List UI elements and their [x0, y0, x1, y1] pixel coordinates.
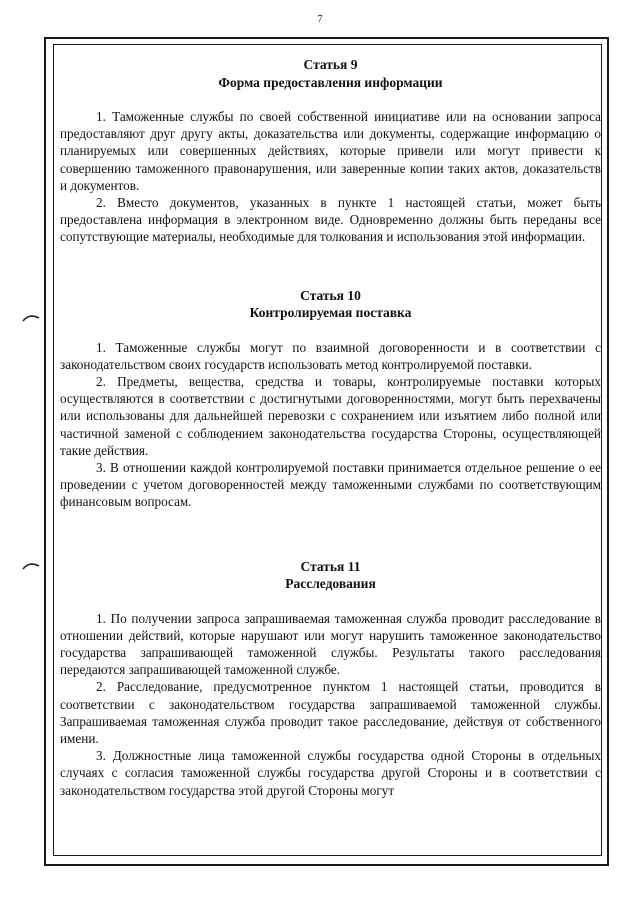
paragraph: 2. Расследование, предусмотренное пунктом 1 настоящей статьи, проводится в соответствии с законодательством государства запрашиваемой таможенной службы. Запрашиваемая таможенная служба проводит такое расследование, действуя от собственного имени. — [60, 679, 601, 747]
article-title: Расследования — [285, 576, 376, 592]
article-number: Статья 10 — [300, 287, 361, 303]
binding-hole-mark — [22, 560, 40, 570]
article-title: Форма предоставления информации — [218, 74, 443, 90]
paragraph: 3. Должностные лица таможенной службы государства одной Стороны в отдельных случаях с согласия таможенной службы государства другой Стороны и в соответствии с законодательством государства этой другой Стороны могут — [60, 748, 601, 798]
binding-hole-mark — [22, 312, 40, 322]
page-number: 7 — [317, 14, 323, 25]
paragraph: 1. По получении запроса запрашиваемая таможенная служба проводит расследование в отношении действий, которые нарушают или могут нарушить таможенное законодательство государства запрашивающей таможенной службы. Результаты такого расследования передаются запрашивающей таможенной службе. — [60, 610, 601, 678]
article-title: Контролируемая поставка — [249, 305, 412, 321]
paragraph: 2. Вместо документов, указанных в пункте 1 настоящей статьи, может быть предоставлена информация в электронном виде. Одновременно должны быть переданы все сопутствующие материалы, необходимые для толкования и использования этой информации. — [60, 195, 601, 245]
article-11 — [60, 540, 601, 799]
paragraph: 3. В отношении каждой контролируемой поставки принимается отдельное решение о ее проведении с учетом договоренностей между таможенными службами по соответствующим финансовым вопросам. — [60, 460, 601, 510]
article-number: Статья 11 — [300, 558, 361, 574]
document-body — [60, 56, 601, 799]
paragraph: 2. Предметы, вещества, средства и товары, контролируемые поставки которых осуществляются в соответствии с достигнутыми договоренностями, могут быть перехвачены или использованы для дальнейшей перевозки с сохранением или изъятием либо полной или частичной заменой с соблюдением законодательства государства Стороны, осуществляющей такие действия. — [60, 374, 601, 458]
paragraph: 1. Таможенные службы могут по взаимной договоренности и в соответствии с законодательством своих государств использовать метод контролируемой поставки. — [60, 339, 601, 372]
article-number: Статья 9 — [303, 57, 358, 72]
article-9 — [60, 56, 601, 246]
article-10 — [60, 275, 601, 511]
paragraph: 1. Таможенные службы по своей собственной инициативе или на основании запроса предоставляют друг другу акты, доказательства или документы, содержащие информацию о планируемых или совершенных действиях, которые привели или могут привести к совершению таможенного правонарушения, или заверенные копии таких актов, доказательств и документов. — [60, 109, 601, 193]
